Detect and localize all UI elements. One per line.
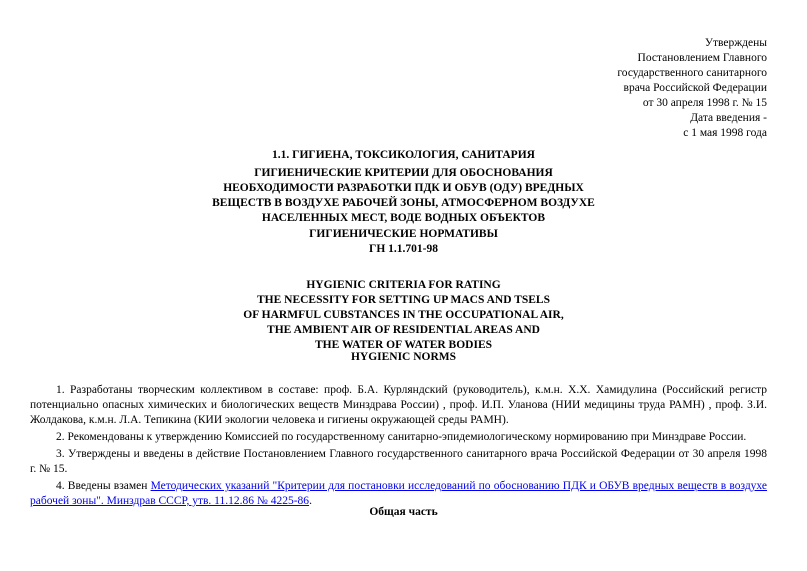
approval-line: Постановлением Главного [637,52,767,64]
approval-line: от 30 апреля 1998 г. № 15 [642,97,767,109]
paragraph-replaces-suffix: . [309,495,312,507]
section-heading: 1.1. ГИГИЕНА, ТОКСИКОЛОГИЯ, САНИТАРИЯ [272,149,535,161]
norms-code: ГН 1.1.701-98 [369,243,438,255]
english-title-line: THE AMBIENT AIR OF RESIDENTIAL AREAS AND [267,324,540,336]
russian-title-line: ГИГИЕНИЧЕСКИЕ КРИТЕРИИ ДЛЯ ОБОСНОВАНИЯ [254,167,553,179]
english-title-line: THE WATER OF WATER BODIES [314,339,493,351]
english-norms-heading: HYGIENIC NORMS [350,351,457,363]
approval-line: государственного санитарного [617,67,767,79]
english-title-line: HYGIENIC CRITERIA FOR RATING [306,279,501,291]
body-paragraphs [30,383,767,511]
russian-norms-heading [0,227,807,257]
approval-line: Утверждены [704,37,767,49]
approval-block [617,36,767,111]
russian-title-line: НЕОБХОДИМОСТИ РАЗРАБОТКИ ПДК И ОБУВ (ОДУ) ВРЕДНЫХ [223,182,584,194]
english-title-line: OF HARMFUL CUBSTANCES IN THE OCCUPATIONAL AIR, [243,309,564,321]
general-part-heading: Общая часть [369,506,438,518]
replaced-document-link[interactable]: Методических указаний "Критерии для постановки исследований по обоснованию ПДК и ОБУВ вредных веществ в воздухе рабочей зоны". Минздрав СССР, утв. 11.12.86 № 4225-86 [30,480,768,507]
paragraph-recommended: 2. Рекомендованы к утверждению Комиссией по государственному санитарно-эпидемиологическому нормированию при Минздраве России. [56,431,747,443]
russian-title-line: ВЕЩЕСТВ В ВОЗДУХЕ РАБОЧЕЙ ЗОНЫ, АТМОСФЕРНОМ ВОЗДУХЕ [212,197,595,209]
russian-title [0,166,807,226]
intro-date-block [683,111,767,141]
paragraph-replaces-prefix: 4. Введены взамен [56,480,151,492]
english-title [0,278,807,353]
approval-line: врача Российской Федерации [623,82,767,94]
intro-date-line: с 1 мая 1998 года [683,127,767,139]
paragraph-approved: 3. Утверждены и введены в действие Постановлением Главного государственного санитарного врача Российской Федерации от 30 апреля 1998 г. № 15. [30,448,767,475]
english-title-line: THE NECESSITY FOR SETTING UP MACS AND TSELS [256,294,550,306]
norms-title: ГИГИЕНИЧЕСКИЕ НОРМАТИВЫ [309,228,498,240]
russian-title-line: НАСЕЛЕННЫХ МЕСТ, ВОДЕ ВОДНЫХ ОБЪЕКТОВ [261,212,546,224]
paragraph-developers: 1. Разработаны творческим коллективом в составе: проф. Б.А. Курляндский (руководитель), к.м.н. Х.Х. Хамидулина (Российский регистр потенциально опасных химических и биологических веществ Минздрава России) , проф. И.П. Уланова (НИИ медицины труда РАМН) , проф. З.И. Жолдакова, к.м.н. Л.А. Тепикина (КИИ экологии человека и гигиены окружающей среды РАМН). [30,384,767,426]
intro-date-line: Дата введения - [690,112,767,124]
